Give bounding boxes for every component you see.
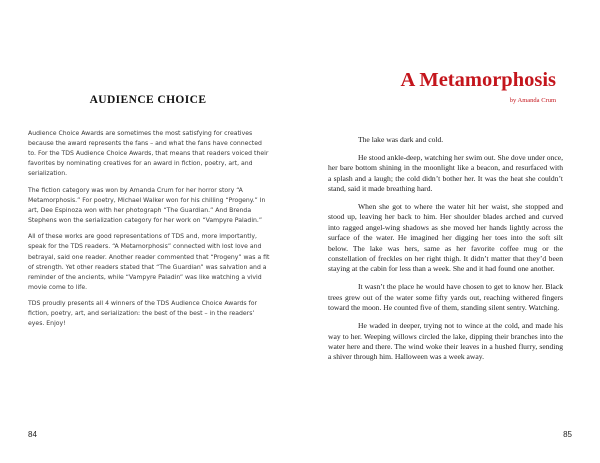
story-paragraph: The lake was dark and cold. — [358, 135, 444, 144]
intro-text — [28, 129, 271, 336]
intro-paragraph: TDS proudly presents all 4 winners of the TDS Audience Choice Awards for fiction, poetry, art, and serialization: the best of the best – in the readers’ eyes. Enjoy! — [28, 300, 257, 328]
right-page — [300, 0, 600, 463]
story-paragraph: When she got to where the water hit her waist, she stopped and stood up, leaving her back to him. Her shoulder blades arched and curved into ragged angel-wing shadows as she moved her hands lightly across the surface of the water. He imagined her digging her toes into the soft silt below. The lake was hers, same as her favorite coffee mug or the constellation of freckles on her right thigh. It didn’t matter that they’d been staying at the cabin for less than a week. She and it had found one another. — [328, 202, 563, 274]
story-byline: by Amanda Crum — [509, 97, 556, 104]
section-heading: AUDIENCE CHOICE — [89, 94, 207, 106]
story-paragraph: He stood ankle-deep, watching her swim out. She dove under once, her bare bottom shining in the moonlight like a beacon, and resurfaced with a splash and a laugh; the cold didn’t bother her. It was the heat she couldn’t stand, said it made breathing hard. — [328, 152, 563, 194]
story-title: A Metamorphosis — [400, 69, 556, 91]
intro-paragraph: All of these works are good representations of TDS and, more importantly, speak for the TDS readers. “A Metamorphosis” connected with lost love and betrayal, said one reader. Another reader commented that “Progeny” was a fit of strength. Yet other readers stated that “The Guardian” was salvation and a reminder of the ancients, while “Vampyre Paladin” was like watching a vivid movie come to life. — [28, 233, 270, 291]
intro-paragraph: The fiction category was won by Amanda Crum for her horror story “A Metamorphosis.” For poetry, Michael Walker won for his chilling “Progeny.” In art, Dee Espinoza won with her photograph “The Guardian.” And Brenda Stephens won the serialization category for her work on “Vampyre Paladin.” — [28, 186, 266, 224]
intro-paragraph: Audience Choice Awards are sometimes the most satisfying for creatives because the award represents the fans – and what the fans have connected to. For the TDS Audience Choice Awards, that means that readers voiced their favorites by nominating creatives for an award in fiction, poetry, art, and serialization. — [28, 130, 269, 178]
page-number-right: 85 — [563, 430, 572, 439]
story-paragraph: It wasn’t the place he would have chosen to get to know her. Black trees grew out of the water some fifty yards out, reaching withered fingers toward the moon. He counted five of them, standing silent sentry. Watching. — [328, 282, 563, 313]
story-paragraph: He waded in deeper, trying not to wince at the cold, and made his way to her. Weeping willows circled the lake, dipping their branches into the water here and there. The wind woke their leaves in a hushed flurry, sending a shiver through him. Halloween was a week away. — [328, 321, 563, 362]
page-number-left: 84 — [28, 430, 37, 439]
story-text — [328, 135, 563, 370]
